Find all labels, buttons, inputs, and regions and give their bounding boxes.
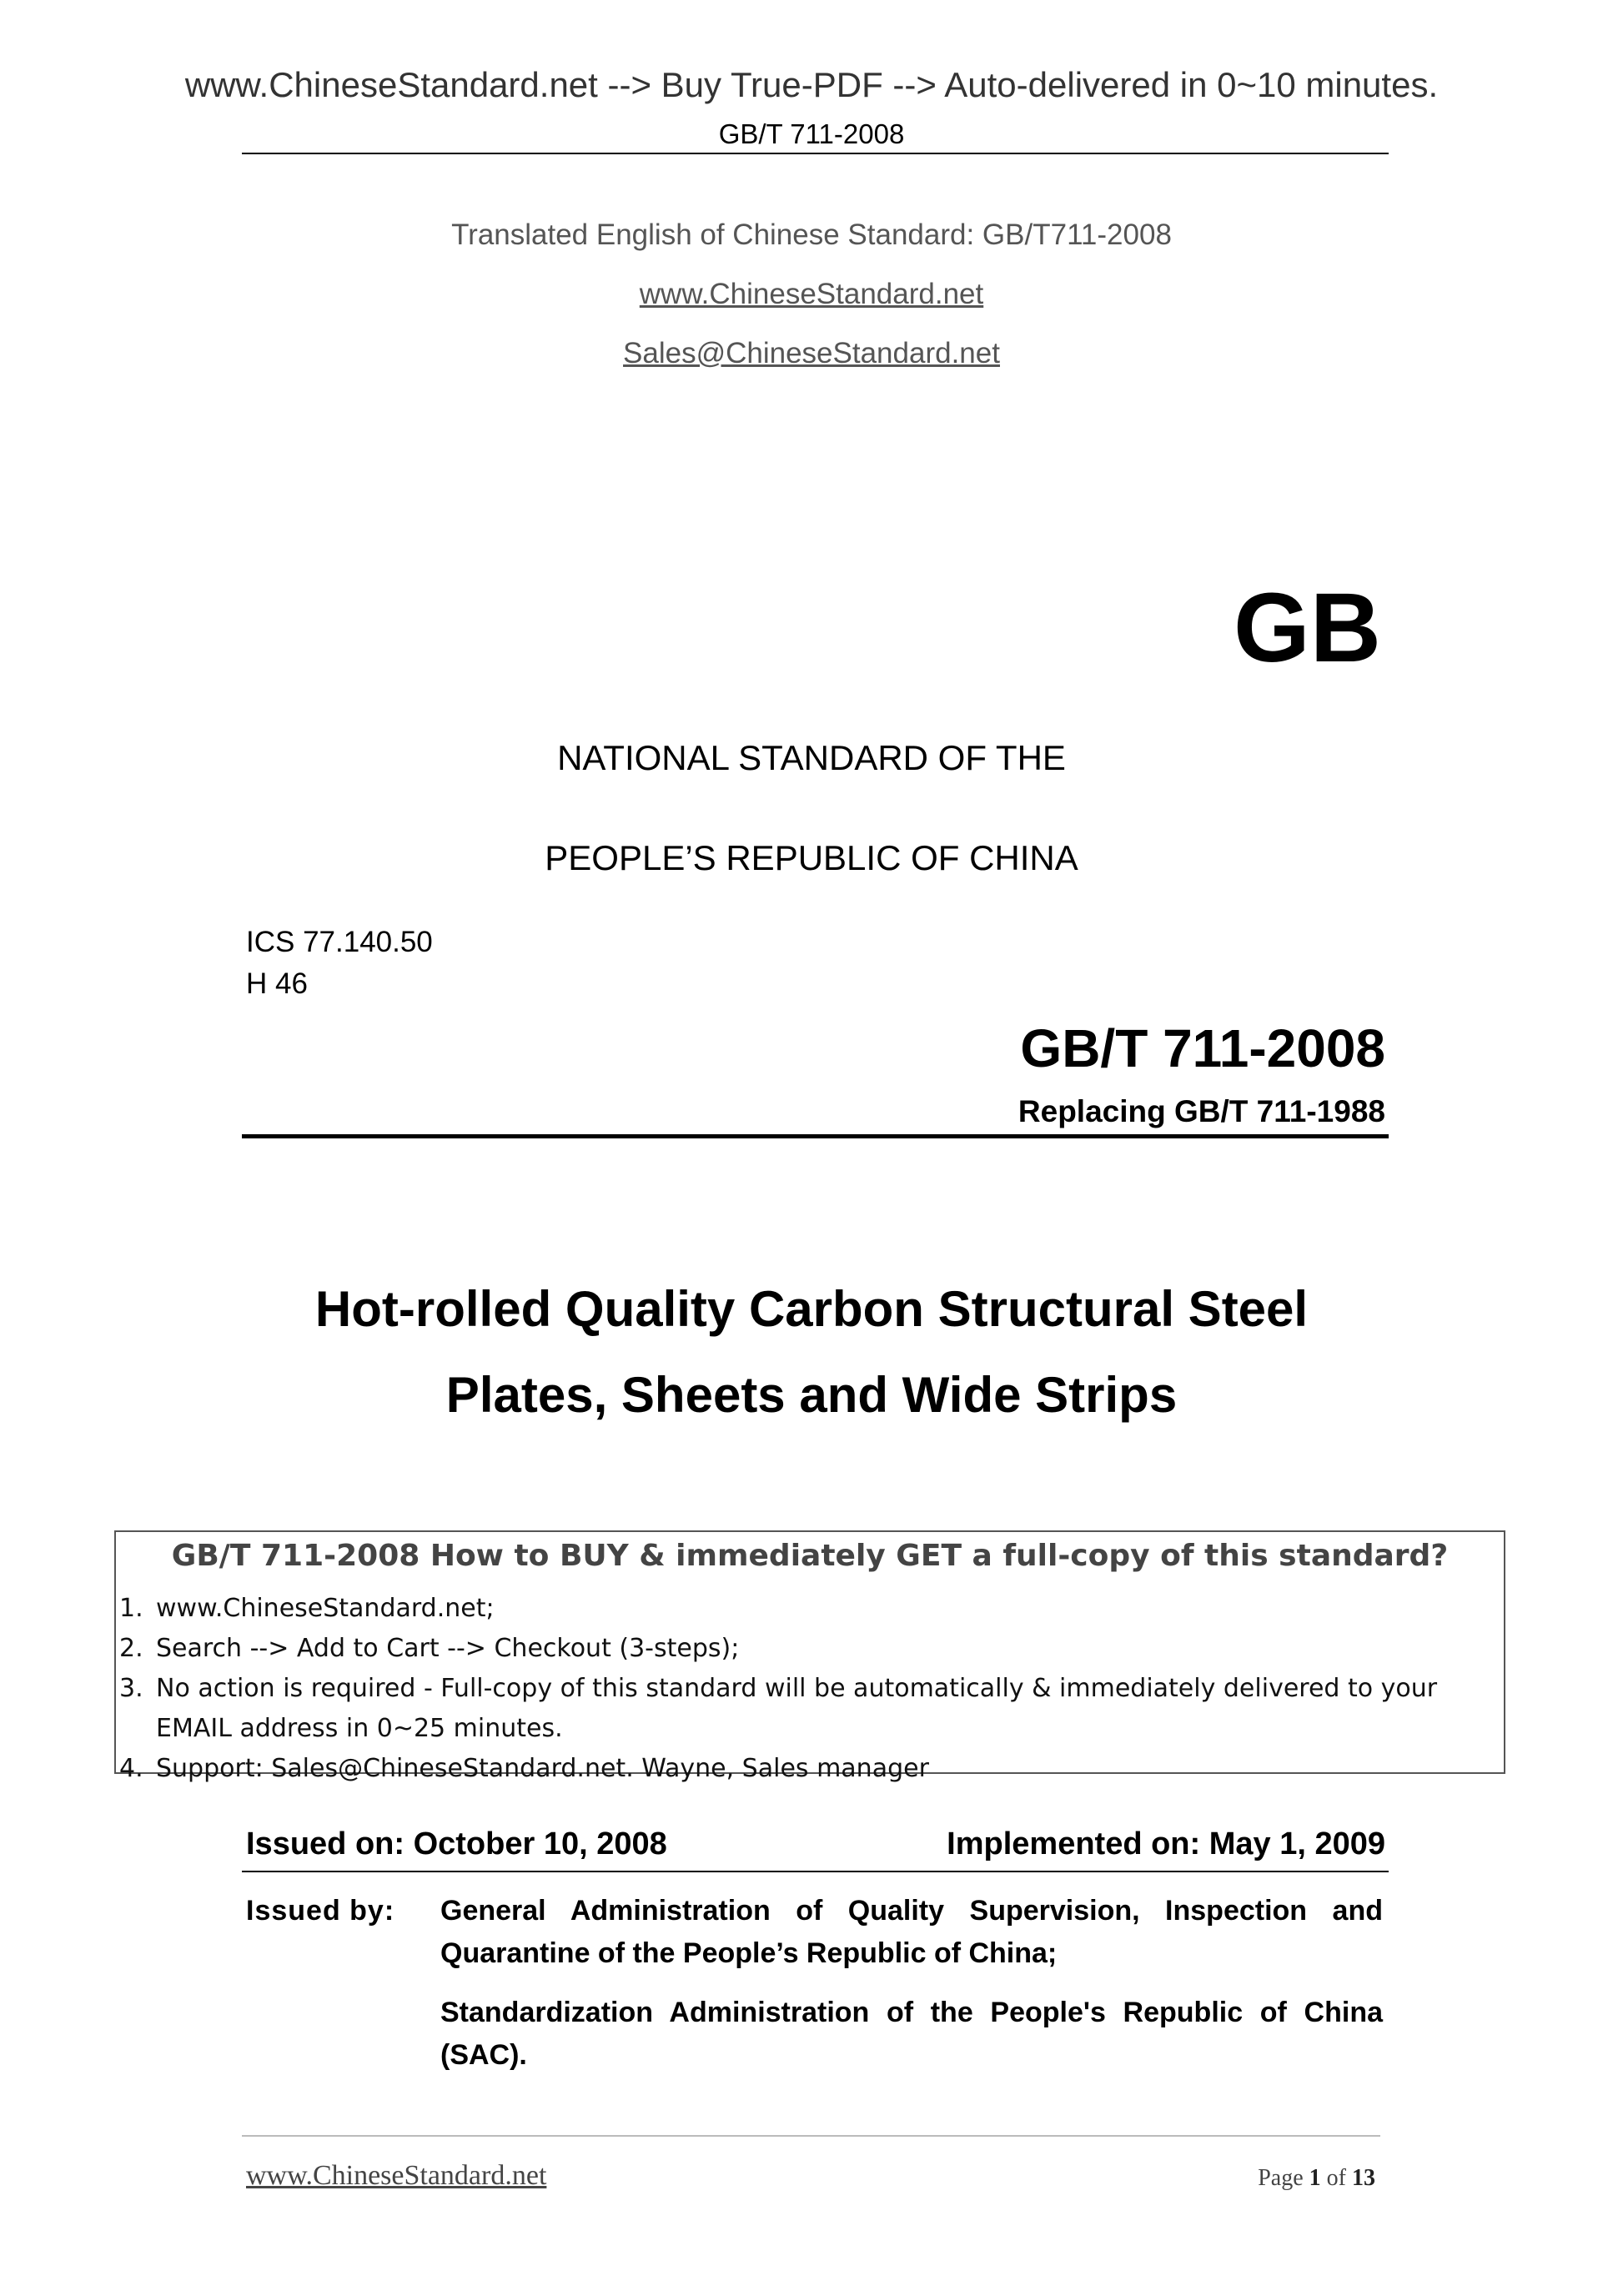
national-standard-line2: PEOPLE’S REPUBLIC OF CHINA: [545, 838, 1078, 877]
purchase-steps-list: [119, 1589, 1457, 1789]
page-prefix: Page: [1258, 2165, 1309, 2191]
header-standard-code: GB/T 711-2008: [718, 118, 905, 149]
issuer-sac: Standardization Administration of the People's Republic of China (SAC).: [440, 1997, 1383, 2071]
issuer-gaqsiq: General Administration of Quality Supervision, Inspection and Quarantine of the People’s Republic of China;: [440, 1895, 1383, 1969]
site-link-row: [0, 278, 1623, 311]
document-title-line1: Hot-rolled Quality Carbon Structural Steel: [314, 1281, 1309, 1337]
footer-site-link[interactable]: www.ChineseStandard.net: [246, 2160, 547, 2191]
gb-mark: GB: [1234, 573, 1381, 683]
list-number: 4.: [119, 1754, 143, 1783]
footer-rule: [242, 2135, 1380, 2137]
list-number: 3.: [119, 1674, 143, 1703]
list-number: 2.: [119, 1634, 143, 1663]
list-item: [119, 1589, 1457, 1629]
translated-line: Translated English of Chinese Standard: GB/T711-2008: [451, 219, 1172, 251]
list-text: Support: Sales@ChineseStandard.net. Wayne, Sales manager: [156, 1754, 929, 1783]
national-standard-line1: NATIONAL STANDARD OF THE: [557, 738, 1066, 777]
top-banner: www.ChineseStandard.net --> Buy True-PDF --> Auto-delivered in 0~10 minutes.: [184, 65, 1439, 104]
issue-rule: [242, 1871, 1389, 1872]
standard-code: GB/T 711-2008: [1020, 1018, 1385, 1078]
list-text: www.ChineseStandard.net;: [156, 1594, 495, 1623]
footer-page-number: [1258, 2165, 1375, 2192]
replacing-code: Replacing GB/T 711-1988: [1018, 1094, 1385, 1128]
implemented-on-date: Implemented on: May 1, 2009: [947, 1826, 1385, 1861]
email-link[interactable]: Sales@ChineseStandard.net: [623, 337, 1000, 369]
email-link-row: [0, 337, 1623, 370]
page-current: 1: [1309, 2165, 1321, 2191]
document-title-line2: Plates, Sheets and Wide Strips: [445, 1367, 1178, 1423]
ics-code: ICS 77.140.50: [246, 926, 433, 958]
list-number: 1.: [119, 1594, 143, 1623]
issued-by-label: Issued by:: [246, 1895, 395, 1927]
list-text: Search --> Add to Cart --> Checkout (3-steps);: [156, 1634, 740, 1663]
list-text: No action is required - Full-copy of this standard will be automatically & immediately delivered to your EMAIL address in 0~25 minutes.: [156, 1674, 1438, 1743]
site-link[interactable]: www.ChineseStandard.net: [639, 278, 984, 310]
page-mid: of: [1320, 2165, 1352, 2191]
purchase-info-box: [114, 1530, 1505, 1783]
purchase-box-title: GB/T 711-2008 How to BUY & immediately GET a full-copy of this standard?: [171, 1539, 1449, 1573]
header-rule: [242, 153, 1389, 154]
list-item: [119, 1749, 1457, 1789]
title-divider: [242, 1134, 1389, 1138]
h-code: H 46: [246, 967, 308, 1000]
list-item: [119, 1669, 1457, 1749]
list-item: [119, 1629, 1457, 1669]
issued-on-date: Issued on: October 10, 2008: [246, 1826, 667, 1861]
page-total: 13: [1352, 2165, 1375, 2191]
